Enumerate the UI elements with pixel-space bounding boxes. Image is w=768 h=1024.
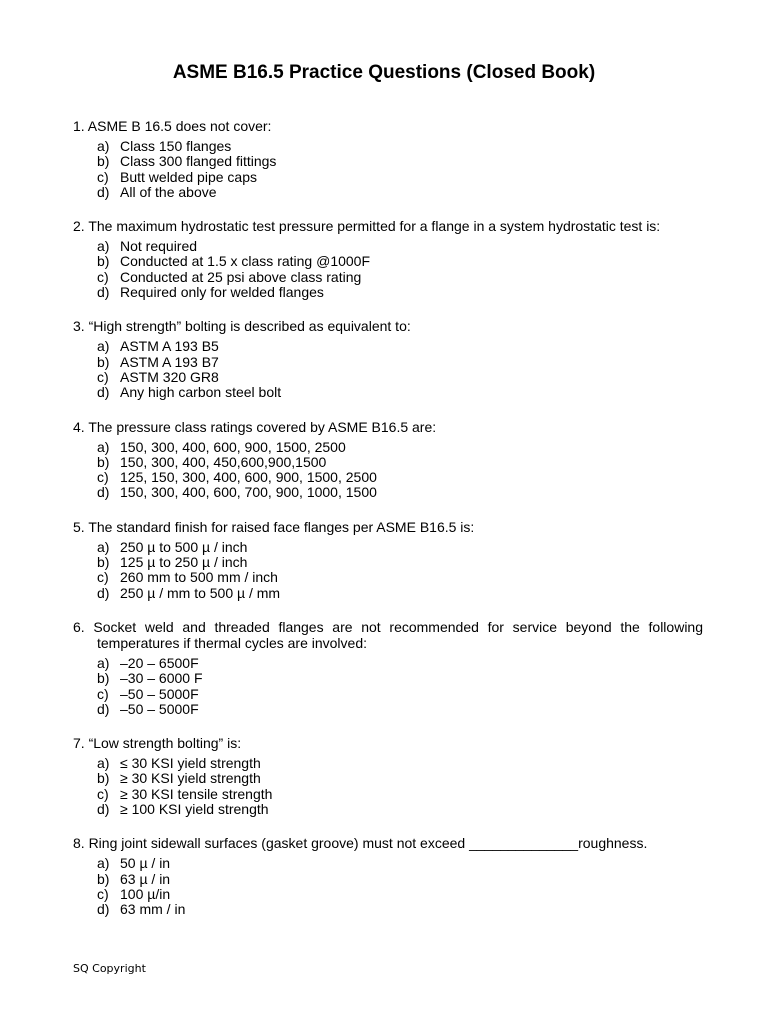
question-2 bbox=[73, 218, 703, 300]
option-c bbox=[73, 687, 703, 702]
option-list bbox=[73, 656, 703, 717]
option-letter: b) bbox=[97, 253, 110, 270]
option-text: –20 – 6500F bbox=[120, 654, 199, 671]
option-a bbox=[73, 440, 703, 455]
option-text: 63 µ / in bbox=[120, 870, 171, 887]
option-letter: d) bbox=[97, 901, 110, 918]
option-text: 250 µ / mm to 500 µ / mm bbox=[120, 584, 281, 601]
option-a bbox=[73, 540, 703, 555]
option-letter: c) bbox=[97, 785, 109, 802]
option-text: ASTM 320 GR8 bbox=[120, 368, 219, 385]
option-b bbox=[73, 771, 703, 786]
question-text: 5. The standard finish for raised face flanges per ASME B16.5 is: bbox=[73, 518, 475, 535]
option-c bbox=[73, 570, 703, 585]
option-letter: a) bbox=[97, 338, 110, 355]
option-list bbox=[73, 540, 703, 601]
option-text: –50 – 5000F bbox=[120, 685, 199, 702]
option-b bbox=[73, 154, 703, 169]
option-text: All of the above bbox=[120, 183, 217, 200]
question-7 bbox=[73, 735, 703, 817]
option-d bbox=[73, 902, 703, 917]
option-text: 150, 300, 400, 600, 900, 1500, 2500 bbox=[120, 438, 346, 455]
option-text: Class 300 flanged fittings bbox=[120, 153, 277, 170]
option-letter: d) bbox=[97, 384, 110, 401]
option-list bbox=[73, 756, 703, 817]
option-text: –50 – 5000F bbox=[120, 700, 199, 717]
option-d bbox=[73, 285, 703, 300]
question-text: 3. “High strength” bolting is described as equivalent to: bbox=[73, 318, 411, 335]
option-text: ≥ 100 KSI yield strength bbox=[120, 801, 269, 818]
option-letter: a) bbox=[97, 755, 110, 772]
option-text: 150, 300, 400, 600, 700, 900, 1000, 1500 bbox=[120, 484, 377, 501]
question-8 bbox=[73, 835, 703, 917]
option-letter: b) bbox=[97, 453, 110, 470]
option-letter: c) bbox=[97, 569, 109, 586]
option-letter: c) bbox=[97, 469, 109, 486]
page-title: ASME B16.5 Practice Questions (Closed Book) bbox=[172, 62, 596, 83]
option-letter: c) bbox=[97, 368, 109, 385]
option-text: ≤ 30 KSI yield strength bbox=[120, 755, 261, 772]
question-6 bbox=[73, 619, 703, 717]
option-list bbox=[73, 339, 703, 400]
option-c bbox=[73, 887, 703, 902]
option-letter: d) bbox=[97, 484, 110, 501]
option-c bbox=[73, 170, 703, 185]
option-b bbox=[73, 355, 703, 370]
option-text: Not required bbox=[120, 238, 198, 255]
option-a bbox=[73, 239, 703, 254]
option-b bbox=[73, 555, 703, 570]
option-a bbox=[73, 656, 703, 671]
option-letter: a) bbox=[97, 654, 110, 671]
option-text: 150, 300, 400, 450,600,900,1500 bbox=[120, 453, 327, 470]
option-a bbox=[73, 756, 703, 771]
option-letter: d) bbox=[97, 584, 110, 601]
option-text: ≥ 30 KSI tensile strength bbox=[120, 785, 273, 802]
option-a bbox=[73, 139, 703, 154]
question-text: 6. Socket weld and threaded flanges are not recommended for service beyond the following temperatures if thermal cycles are involved: bbox=[73, 618, 703, 651]
option-letter: d) bbox=[97, 183, 110, 200]
option-letter: a) bbox=[97, 855, 110, 872]
option-letter: c) bbox=[97, 885, 109, 902]
option-letter: d) bbox=[97, 284, 110, 301]
option-letter: d) bbox=[97, 801, 110, 818]
option-c bbox=[73, 270, 703, 285]
option-b bbox=[73, 671, 703, 686]
option-letter: a) bbox=[97, 438, 110, 455]
question-4 bbox=[73, 419, 703, 501]
option-text: 260 mm to 500 mm / inch bbox=[120, 569, 278, 586]
option-a bbox=[73, 339, 703, 354]
option-list bbox=[73, 239, 703, 300]
option-letter: b) bbox=[97, 670, 110, 687]
option-c bbox=[73, 370, 703, 385]
option-c bbox=[73, 470, 703, 485]
option-letter: a) bbox=[97, 138, 110, 154]
question-3 bbox=[73, 318, 703, 400]
option-d bbox=[73, 702, 703, 717]
option-letter: c) bbox=[97, 685, 109, 702]
option-text: ≥ 30 KSI yield strength bbox=[120, 770, 261, 787]
option-letter: a) bbox=[97, 538, 110, 555]
option-d bbox=[73, 586, 703, 601]
question-list bbox=[73, 118, 703, 918]
option-text: 100 µ/in bbox=[120, 885, 171, 902]
option-b bbox=[73, 872, 703, 887]
option-letter: c) bbox=[97, 268, 109, 285]
question-5 bbox=[73, 519, 703, 601]
option-text: 125 µ to 250 µ / inch bbox=[120, 554, 248, 571]
question-1 bbox=[73, 118, 703, 200]
option-text: 50 µ / in bbox=[120, 855, 171, 872]
option-text: 250 µ to 500 µ / inch bbox=[120, 538, 248, 555]
option-text: Butt welded pipe caps bbox=[120, 168, 257, 185]
option-list bbox=[73, 856, 703, 917]
question-text: 7. “Low strength bolting” is: bbox=[73, 735, 242, 752]
option-text: Required only for welded flanges bbox=[120, 284, 324, 301]
option-text: Conducted at 25 psi above class rating bbox=[120, 268, 362, 285]
option-text: Conducted at 1.5 x class rating @1000F bbox=[120, 253, 371, 270]
option-letter: b) bbox=[97, 554, 110, 571]
option-letter: b) bbox=[97, 870, 110, 887]
option-d bbox=[73, 385, 703, 400]
question-text: 2. The maximum hydrostatic test pressure permitted for a flange in a system hydrostatic test is: bbox=[73, 218, 661, 235]
option-c bbox=[73, 787, 703, 802]
question-text: 4. The pressure class ratings covered by ASME B16.5 are: bbox=[73, 418, 437, 435]
option-d bbox=[73, 185, 703, 200]
option-letter: b) bbox=[97, 770, 110, 787]
option-text: ASTM A 193 B5 bbox=[120, 338, 219, 355]
option-letter: a) bbox=[97, 238, 110, 255]
option-text: 125, 150, 300, 400, 600, 900, 1500, 2500 bbox=[120, 469, 377, 486]
option-d bbox=[73, 485, 703, 500]
question-text: 1. ASME B 16.5 does not cover: bbox=[73, 118, 272, 134]
option-list bbox=[73, 139, 703, 200]
option-b bbox=[73, 455, 703, 470]
option-text: Class 150 flanges bbox=[120, 138, 232, 154]
option-b bbox=[73, 254, 703, 269]
option-text: ASTM A 193 B7 bbox=[120, 353, 219, 370]
option-list bbox=[73, 440, 703, 501]
copyright-footer: SQ Copyright bbox=[73, 962, 146, 975]
option-letter: b) bbox=[97, 353, 110, 370]
option-letter: d) bbox=[97, 700, 110, 717]
option-d bbox=[73, 802, 703, 817]
option-letter: c) bbox=[97, 168, 109, 185]
question-text: 8. Ring joint sidewall surfaces (gasket groove) must not exceed ______________roughness. bbox=[73, 835, 648, 852]
option-a bbox=[73, 856, 703, 871]
option-text: 63 mm / in bbox=[120, 901, 186, 918]
option-text: –30 – 6000 F bbox=[120, 670, 203, 687]
option-letter: b) bbox=[97, 153, 110, 170]
option-text: Any high carbon steel bolt bbox=[120, 384, 282, 401]
